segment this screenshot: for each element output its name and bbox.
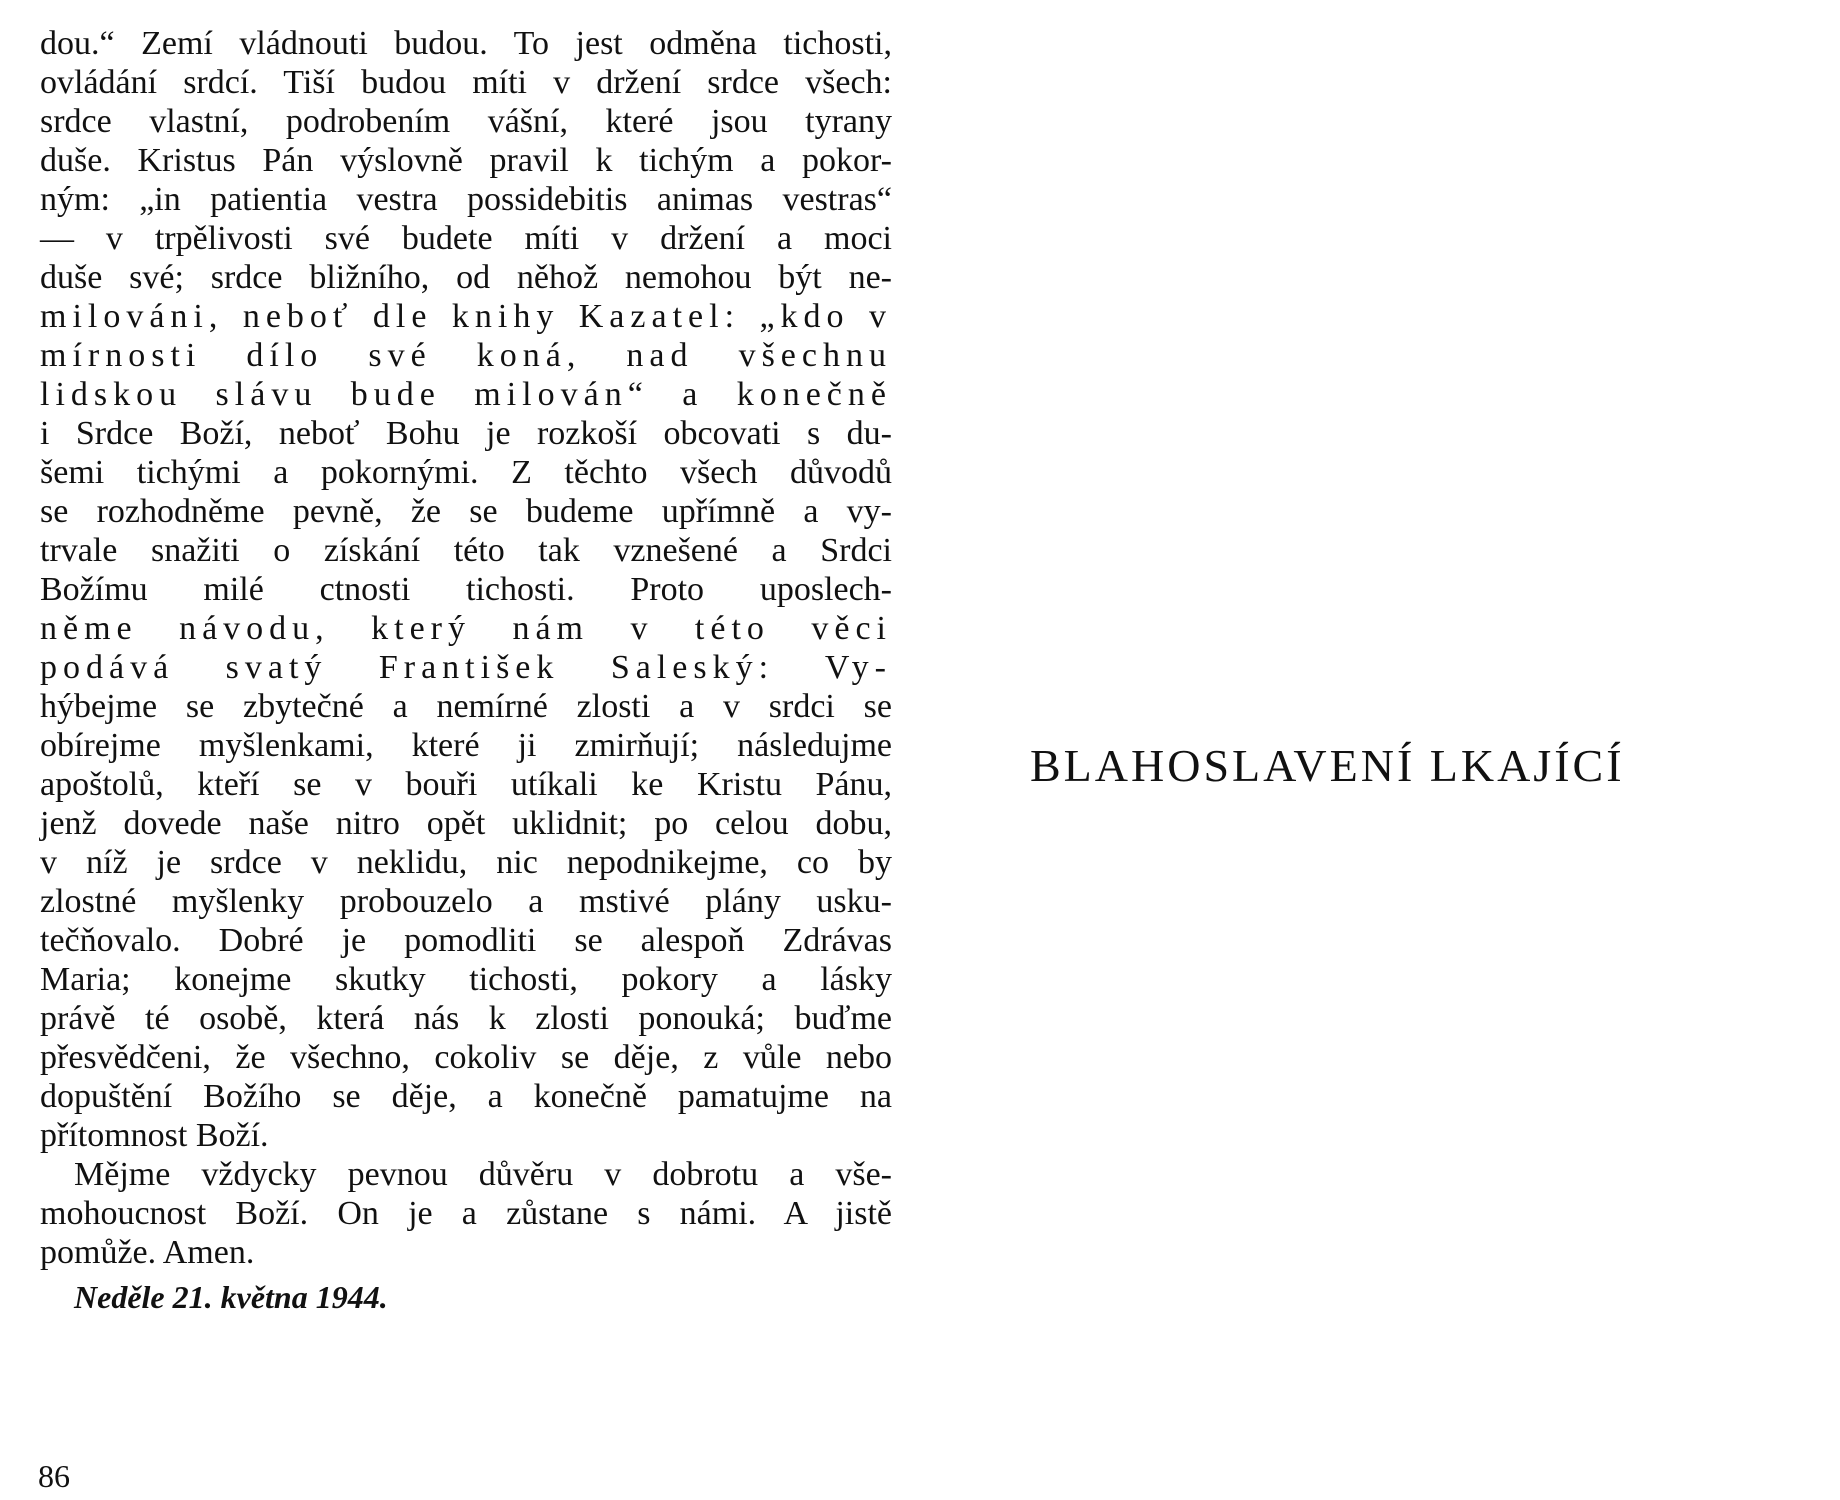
text-line: Božímu milé ctnosti tichosti. Proto uposlech- xyxy=(40,571,892,608)
text-line: trvale snažiti o získání této tak vznešené a Srdci xyxy=(40,532,892,569)
text-line: mohoucnost Boží. On je a zůstane s námi. A jistě xyxy=(40,1195,892,1232)
left-page-text xyxy=(40,24,892,1317)
text-line: obírejme myšlenkami, které ji zmirňují; následujme xyxy=(40,727,892,764)
text-line: milováni, neboť dle knihy Kazatel: „kdo v xyxy=(40,298,892,335)
text-line: přítomnost Boží. xyxy=(40,1117,269,1154)
text-line: apoštolů, kteří se v bouři utíkali ke Kristu Pánu, xyxy=(40,766,892,803)
text-line: duše. Kristus Pán výslovně pravil k tichým a pokor- xyxy=(40,142,892,179)
text-line: dopuštění Božího se děje, a konečně pamatujme na xyxy=(40,1078,892,1115)
text-line: hýbejme se zbytečné a nemírné zlosti a v srdci se xyxy=(40,688,892,725)
text-line: ovládání srdcí. Tiší budou míti v držení srdce všech: xyxy=(40,64,892,101)
text-line: ným: „in patientia vestra possidebitis animas vestras“ xyxy=(40,181,892,218)
text-line: i Srdce Boží, neboť Bohu je rozkoší obcovati s du- xyxy=(40,415,892,452)
text-line: tečňovalo. Dobré je pomodliti se alespoň Zdrávas xyxy=(40,922,892,959)
text-line: — v trpělivosti své budete míti v držení a moci xyxy=(40,220,892,257)
text-line: srdce vlastní, podrobením vášní, které jsou tyrany xyxy=(40,103,892,140)
text-line: přesvědčeni, že všechno, cokoliv se děje, z vůle nebo xyxy=(40,1039,892,1076)
text-line: v níž je srdce v neklidu, nic nepodnikejme, co by xyxy=(40,844,892,881)
text-line: pomůže. Amen. xyxy=(40,1234,255,1271)
sermon-date: Neděle 21. května 1944. xyxy=(74,1279,388,1315)
text-line: podává svatý František Saleský: Vy- xyxy=(40,649,892,686)
text-line: Mějme vždycky pevnou důvěru v dobrotu a vše- xyxy=(74,1156,892,1193)
chapter-title: BLAHOSLAVENÍ LKAJÍCÍ xyxy=(1030,740,1625,791)
text-line: zlostné myšlenky probouzelo a mstivé plány usku- xyxy=(40,883,892,920)
text-line: jenž dovede naše nitro opět uklidnit; po celou dobu, xyxy=(40,805,892,842)
text-line: právě té osobě, která nás k zlosti ponouká; buďme xyxy=(40,1000,892,1037)
text-line: mírnosti dílo své koná, nad všechnu xyxy=(40,337,892,374)
text-line: něme návodu, který nám v této věci xyxy=(40,610,892,647)
page-number: 86 xyxy=(38,1458,70,1494)
text-line: Maria; konejme skutky tichosti, pokory a lásky xyxy=(40,961,892,998)
text-line: lidskou slávu bude milován“ a konečně xyxy=(40,376,892,413)
text-line: šemi tichými a pokornými. Z těchto všech důvodů xyxy=(40,454,892,491)
text-line: se rozhodněme pevně, že se budeme upřímně a vy- xyxy=(40,493,892,530)
text-line: duše své; srdce bližního, od něhož nemohou být ne- xyxy=(40,259,892,296)
text-line: dou.“ Zemí vládnouti budou. To jest odměna tichosti, xyxy=(40,25,892,62)
